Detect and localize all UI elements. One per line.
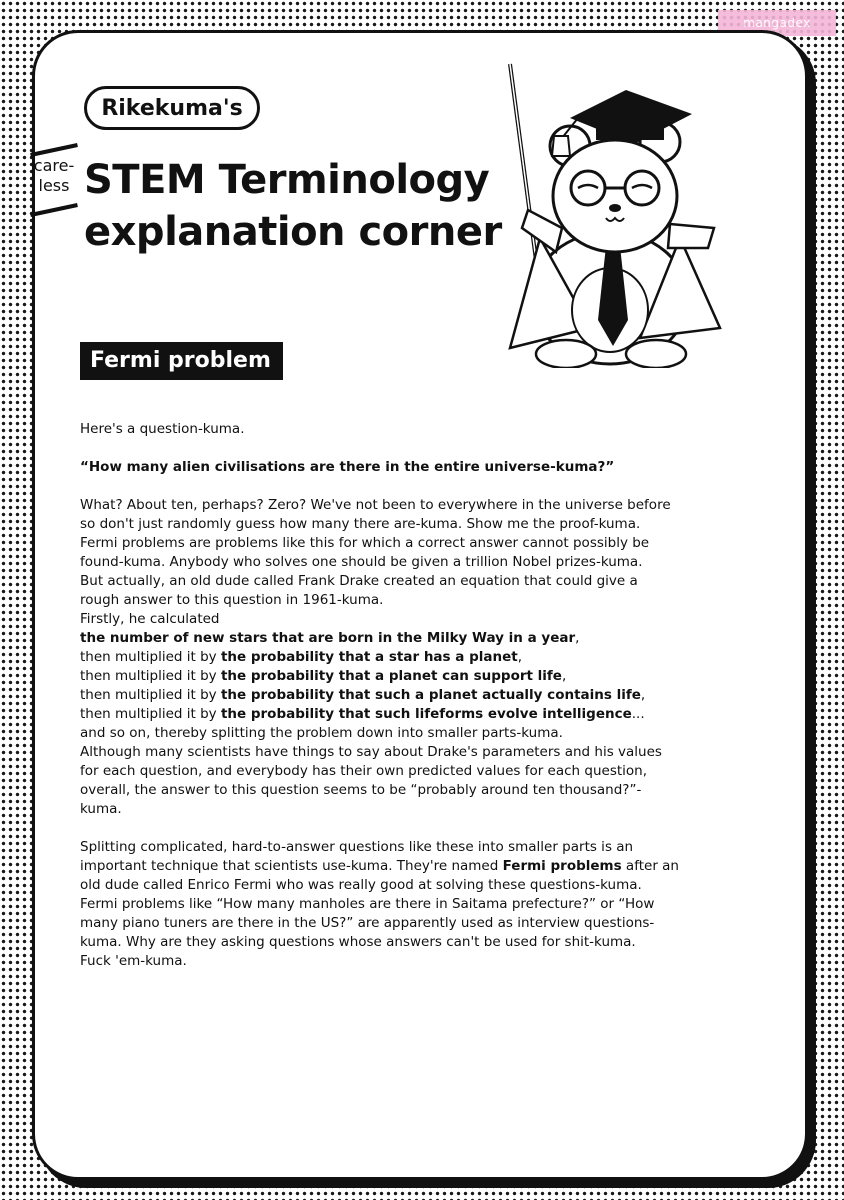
step-bold: the probability that such lifeforms evolve intelligence	[220, 706, 632, 722]
paragraph-line: What? About ten, perhaps? Zero? We've not been to everywhere in the universe before	[80, 497, 671, 513]
paragraph-line: many piano tuners are there in the US?” are apparently used as interview questions-	[80, 915, 655, 931]
step-bold: the probability that a star has a planet	[220, 649, 518, 665]
step-line	[80, 648, 700, 667]
page-title	[84, 154, 502, 258]
watermark: mangadex	[718, 10, 836, 36]
term-highlight: Fermi problems	[502, 858, 622, 874]
bear-professor-illustration	[470, 28, 730, 368]
step-line	[80, 629, 700, 648]
step-prefix: then multiplied it by	[80, 668, 221, 684]
section-label: Fermi problem	[80, 342, 283, 380]
text-span: important technique that scientists use-kuma. They're named	[80, 858, 503, 874]
step-bold: the probability that a planet can support life	[220, 668, 562, 684]
paragraph-line: Splitting complicated, hard-to-answer questions like these into smaller parts is an	[80, 839, 634, 855]
intro-line: Here's a question-kuma.	[80, 421, 245, 437]
careless-line-1: care-	[33, 156, 75, 175]
step-prefix: then multiplied it by	[80, 649, 221, 665]
paragraph-line: Fuck 'em-kuma.	[80, 953, 187, 969]
paragraph-line: Firstly, he calculated	[80, 611, 220, 627]
title-line-1: STEM Terminology	[84, 157, 490, 203]
step-bold: the number of new stars that are born in the Milky Way in a year	[80, 630, 576, 646]
step-line	[80, 667, 700, 686]
header-pill: Rikekuma's	[84, 86, 260, 130]
step-line	[80, 705, 700, 724]
step-prefix: then multiplied it by	[80, 687, 221, 703]
paragraph-line	[80, 857, 700, 876]
article-body	[80, 420, 700, 971]
paragraph-line: kuma. Why are they asking questions whose answers can't be used for shit-kuma.	[80, 934, 636, 950]
step-tail: ,	[517, 649, 523, 665]
paragraph-line: But actually, an old dude called Frank Drake created an equation that could give a	[80, 573, 638, 589]
paragraph-line: found-kuma. Anybody who solves one should be given a trillion Nobel prizes-kuma.	[80, 554, 643, 570]
step-tail: ...	[631, 706, 645, 722]
step-bold: the probability that such a planet actually contains life	[220, 687, 641, 703]
careless-tag	[28, 156, 80, 196]
step-tail: ,	[561, 668, 567, 684]
paragraph-line: and so on, thereby splitting the problem down into smaller parts-kuma.	[80, 725, 563, 741]
paragraph-line: so don't just randomly guess how many there are-kuma. Show me the proof-kuma.	[80, 516, 641, 532]
paragraph-line: Although many scientists have things to say about Drake's parameters and his values	[80, 744, 662, 760]
paragraph-line: Fermi problems like “How many manholes are there in Saitama prefecture?” or “How	[80, 896, 655, 912]
paragraph-line: rough answer to this question in 1961-kuma.	[80, 592, 384, 608]
step-tail: ,	[640, 687, 646, 703]
paragraph-line: Fermi problems are problems like this for which a correct answer cannot possibly be	[80, 535, 650, 551]
text-span: after an	[621, 858, 679, 874]
paragraph-line: overall, the answer to this question seems to be “probably around ten thousand?”-	[80, 782, 642, 798]
paragraph-line: kuma.	[80, 801, 122, 817]
paragraph-line: old dude called Enrico Fermi who was really good at solving these questions-kuma.	[80, 877, 642, 893]
step-prefix: then multiplied it by	[80, 706, 221, 722]
step-tail: ,	[575, 630, 580, 646]
title-line-2: explanation corner	[84, 209, 502, 255]
step-line	[80, 686, 700, 705]
careless-line-2: less	[38, 176, 70, 195]
paragraph-line: for each question, and everybody has their own predicted values for each question,	[80, 763, 648, 779]
question-line: “How many alien civilisations are there in the entire universe-kuma?”	[80, 459, 615, 475]
